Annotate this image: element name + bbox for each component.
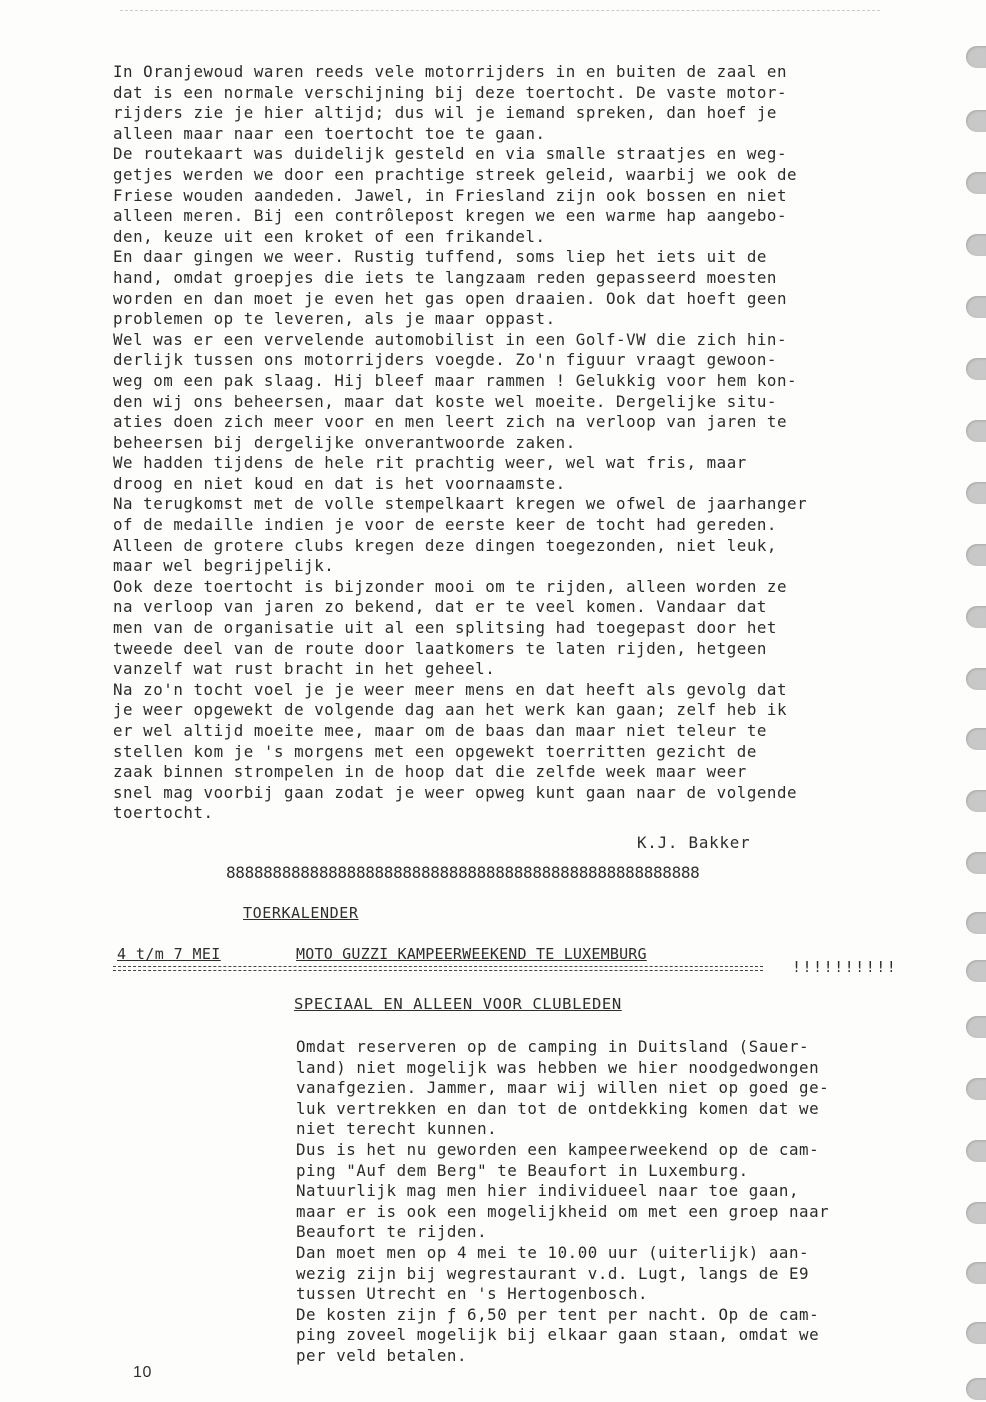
- text-line: De kosten zijn ƒ 6,50 per tent per nacht. Op de cam-: [296, 1304, 820, 1324]
- text-line: En daar gingen we weer. Rustig tuffend, soms liep het iets uit de: [113, 247, 767, 267]
- text-line: land) niet mogelijk was hebben we hier noodgedwongen: [296, 1057, 820, 1077]
- author-signature: K.J. Bakker: [637, 833, 751, 852]
- text-line: vanzelf wat rust bracht in het geheel.: [113, 659, 496, 679]
- text-line: derlijk tussen ons motorrijders voegde. Zo'n figuur vraagt gewoon-: [113, 350, 777, 370]
- binder-hole: [966, 1262, 986, 1284]
- binder-hole: [966, 1016, 986, 1038]
- text-line: Dus is het nu geworden een kampeerweekend op de cam-: [296, 1139, 820, 1159]
- text-line: droog en niet koud en dat is het voornaamste.: [113, 473, 566, 493]
- binder-hole: [966, 1202, 986, 1224]
- binder-hole: [966, 1322, 986, 1344]
- binder-hole: [966, 1078, 986, 1100]
- text-line: aties doen zich meer voor en men leert zich na verloop van jaren te: [113, 412, 788, 432]
- clubleden-subheading: SPECIAAL EN ALLEEN VOOR CLUBLEDEN: [294, 995, 622, 1013]
- text-line: getjes werden we door een prachtige streek geleid, waarbij we ook de: [113, 164, 798, 184]
- text-line: zaak binnen strompelen in de hoop dat die zelfde week maar weer: [113, 762, 747, 782]
- text-line: Wel was er een vervelende automobilist in een Golf-VW die zich hin-: [113, 329, 788, 349]
- text-line: men van de organisatie uit al een splitsing had toegepast door het: [113, 618, 777, 638]
- binder-hole: [966, 960, 986, 982]
- text-line: De routekaart was duidelijk gesteld en via smalle straatjes en weg-: [113, 144, 788, 164]
- binder-hole: [966, 852, 986, 874]
- text-line: niet terecht kunnen.: [296, 1119, 498, 1139]
- text-line: Na zo'n tocht voel je je weer meer mens en dat heeft als gevolg dat: [113, 679, 788, 699]
- text-line: luk vertrekken en dan tot de ontdekking komen dat we: [296, 1098, 820, 1118]
- section-separator: 888888888888888888888888888888888888888888888888888: [226, 863, 700, 882]
- text-line: We hadden tijdens de hele rit prachtig weer, wel wat fris, maar: [113, 453, 747, 473]
- text-line: tweede deel van de route door laatkomers te laten rijden, hetgeen: [113, 638, 767, 658]
- text-line: Alleen de grotere clubs kregen deze dingen toegezonden, niet leuk,: [113, 535, 777, 555]
- text-line: vanafgezien. Jammer, maar wij willen niet op goed ge-: [296, 1078, 830, 1098]
- event-description: [296, 1037, 829, 1367]
- text-line: snel mag voorbij gaan zodat je weer opweg kunt gaan naar de volgende: [113, 782, 798, 802]
- double-underline-rule: [113, 966, 763, 971]
- text-line: Dan moet men op 4 mei te 10.00 uur (uiterlijk) aan-: [296, 1242, 810, 1262]
- text-line: den, keuze uit een kroket of een frikandel.: [113, 226, 546, 246]
- binder-hole: [966, 234, 986, 256]
- text-line: Beaufort te rijden.: [296, 1222, 488, 1242]
- binder-hole: [966, 790, 986, 812]
- text-line: worden en dan moet je even het gas open draaien. Ook dat hoeft geen: [113, 288, 788, 308]
- event-title: MOTO GUZZI KAMPEERWEEKEND TE LUXEMBURG: [296, 945, 647, 963]
- binder-hole: [966, 358, 986, 380]
- binder-hole: [966, 172, 986, 194]
- text-line: Natuurlijk mag men hier individueel naar toe gaan,: [296, 1181, 800, 1201]
- binder-hole: [966, 728, 986, 750]
- text-line: rijders zie je hier altijd; dus wil je iemand spreken, dan hoef je: [113, 103, 777, 123]
- text-line: je weer opgewekt de volgende dag aan het werk kan gaan; zelf heb ik: [113, 700, 788, 720]
- text-line: maar wel begrijpelijk.: [113, 556, 335, 576]
- text-line: Omdat reserveren op de camping in Duitsland (Sauer-: [296, 1037, 810, 1056]
- exclamation-marks: !!!!!!!!!!: [792, 958, 898, 976]
- binder-holes: [956, 0, 986, 1402]
- binder-hole: [966, 912, 986, 934]
- text-line: maar er is ook een mogelijkheid om met een groep naar: [296, 1201, 830, 1221]
- text-line: ping zoveel mogelijk bij elkaar gaan staan, omdat we: [296, 1325, 820, 1345]
- text-line: In Oranjewoud waren reeds vele motorrijders in en buiten de zaal en: [113, 62, 788, 81]
- scan-artifact-top: [120, 10, 880, 15]
- text-line: alleen meren. Bij een contrôlepost kregen we een warme hap aangebo-: [113, 206, 788, 226]
- text-line: toertocht.: [113, 803, 214, 823]
- binder-hole: [966, 110, 986, 132]
- text-line: Ook deze toertocht is bijzonder mooi om te rijden, alleen worden ze: [113, 576, 788, 596]
- binder-hole: [966, 1140, 986, 1162]
- text-line: ping "Auf dem Berg" te Beaufort in Luxemburg.: [296, 1160, 749, 1180]
- binder-hole: [966, 1378, 986, 1400]
- binder-hole: [966, 482, 986, 504]
- text-line: den wij ons beheersen, maar dat koste wel moeite. Dergelijke situ-: [113, 391, 777, 411]
- toerkalender-heading: TOERKALENDER: [243, 904, 359, 922]
- binder-hole: [966, 606, 986, 628]
- text-line: weg om een pak slaag. Hij bleef maar rammen ! Gelukkig voor hem kon-: [113, 370, 798, 390]
- text-line: Na terugkomst met de volle stempelkaart kregen we ofwel de jaarhanger: [113, 494, 808, 514]
- text-line: na verloop van jaren zo bekend, dat er te veel komen. Vandaar dat: [113, 597, 767, 617]
- text-line: of de medaille indien je voor de eerste keer de tocht had gereden.: [113, 515, 777, 535]
- text-line: hand, omdat groepjes die iets te langzaam reden gepasseerd moesten: [113, 267, 777, 287]
- text-line: er wel altijd moeite mee, maar om de baas dan maar niet teleur te: [113, 721, 767, 740]
- text-line: alleen maar naar een toertocht toe te gaan.: [113, 123, 546, 143]
- text-line: per veld betalen.: [296, 1345, 468, 1365]
- text-line: problemen op te leveren, als je maar oppast.: [113, 309, 556, 329]
- text-line: Friese wouden aandeden. Jawel, in Friesland zijn ook bossen en niet: [113, 185, 788, 205]
- article-body: [113, 62, 807, 824]
- binder-hole: [966, 420, 986, 442]
- text-line: wezig zijn bij wegrestaurant v.d. Lugt, langs de E9: [296, 1263, 810, 1283]
- binder-hole: [966, 46, 986, 68]
- binder-hole: [966, 668, 986, 690]
- binder-hole: [966, 544, 986, 566]
- binder-hole: [966, 296, 986, 318]
- page-number: 10: [133, 1364, 152, 1381]
- text-line: dat is een normale verschijning bij deze toertocht. De vaste motor-: [113, 82, 788, 102]
- event-date: 4 t/m 7 MEI: [117, 945, 221, 963]
- text-line: beheersen bij dergelijke onverantwoorde zaken.: [113, 432, 576, 452]
- text-line: stellen kom je 's morgens met een opgewekt toerritten gezicht de: [113, 741, 757, 761]
- text-line: tussen Utrecht en 's Hertogenbosch.: [296, 1284, 649, 1304]
